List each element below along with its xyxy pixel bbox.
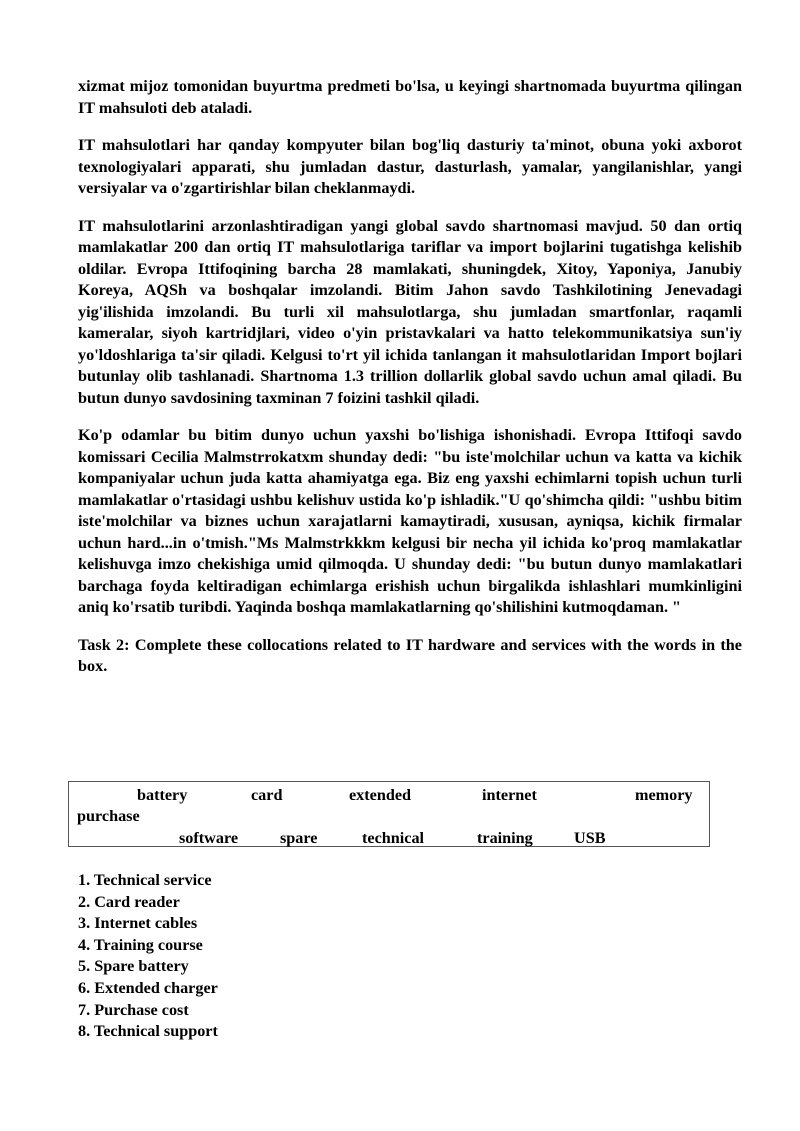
- document-body: [78, 76, 742, 678]
- box-word-battery: battery: [137, 786, 188, 804]
- box-word-extended: extended: [349, 786, 412, 804]
- box-word-software: software: [179, 829, 239, 847]
- paragraph-3: IT mahsulotlarini arzonlashtiradigan yangi global savdo shartnomasi mavjud. 50 dan ortiq mamlakatlar 200 dan ortiq IT mahsulotlariga tariflar va import bojlarini tugatishga kelishib oldilar. Evropa Ittifoqining barcha 28 mamlakati, shuningdek, Xitoy, Yaponiya, Janubiy Koreya, AQSh va boshqalar imzolandi. Bitim Jahon savdo Tashkilotining Jenevadagi yig'ilishida imzolandi. Bu turli xil mahsulotlarga, shu jumladan smartfonlar, raqamli kameralar, siyoh kartridjlari, video o'yin pristavkalari va hatto telekommunikatsiya sun'iy yo'ldoshlariga ta'sir qiladi. Kelgusi to'rt yil ichida tanlangan it mahsulotlaridan Import bojlari butunlay olib tashlanadi. Shartnoma 1.3 trillion dollarlik global savdo uchun amal qiladi. Bu butun dunyo savdosining taxminan 7 foizini tashkil qiladi.: [78, 216, 742, 407]
- word-box: [68, 781, 710, 847]
- list-item: 2. Card reader: [78, 892, 180, 911]
- list-item: 7. Purchase cost: [78, 1000, 189, 1019]
- box-word-internet: internet: [482, 786, 537, 804]
- list-item: 1. Technical service: [78, 871, 212, 889]
- paragraph-1: xizmat mijoz tomonidan buyurtma predmeti bo'lsa, u keyingi shartnomada buyurtma qilingan IT mahsuloti deb ataladi.: [78, 77, 742, 117]
- task-2-heading: Task 2: Complete these collocations related to IT hardware and services with the words in the box.: [78, 635, 742, 675]
- answer-list: [78, 870, 218, 1043]
- paragraph-4: Ko'p odamlar bu bitim dunyo uchun yaxshi bo'lishiga ishonishadi. Evropa Ittifoqi savdo komissari Cecilia Malmstrrokatxm shunday dedi: "bu iste'molchilar uchun va katta va kichik kompaniyalar uchun juda katta ahamiyatga ega. Biz eng yaxshi echimlarni topish uchun turli mamlakatlar o'rtasidagi ushbu kelishuv ustida ko'p ishladik."U qo'shimcha qildi: "ushbu bitim iste'molchilar va biznes uchun xarajatlarni kamaytiradi, xususan, ayniqsa, kichik firmalar uchun hard...in o'tmish."Ms Malmstrkkkm kelgusi bir necha yil ichida ko'proq mamlakatlar kelishuvga imzo chekishiga umid qilmoqda. U shunday dedi: "bu butun dunyo mamlakatlari barchaga foyda keltiradigan echimlarga erishish uchun birgalikda ishlashlari mumkinligini aniq ko'rsatib turibdi. Yaqinda boshqa mamlakatlarning qo'shilishini kutmoqdaman. ": [78, 426, 742, 616]
- list-item: 6. Extended charger: [78, 978, 218, 997]
- box-word-usb: USB: [574, 829, 606, 847]
- box-word-card: card: [251, 786, 283, 804]
- box-word-spare: spare: [280, 829, 318, 847]
- list-item: 4. Training course: [78, 935, 203, 954]
- box-word-memory: memory: [635, 786, 693, 804]
- box-word-training: training: [477, 829, 533, 847]
- paragraph-2: IT mahsulotlari har qanday kompyuter bilan bog'liq dasturiy ta'minot, obuna yoki axborot texnologiyalari apparati, shu jumladan dastur, dasturlash, yamalar, yangilanishlar, yangi versiyalar va o'zgartirishlar bilan cheklanmaydi.: [78, 136, 742, 197]
- box-word-technical: technical: [362, 829, 425, 847]
- list-item: 8. Technical support: [78, 1022, 218, 1041]
- box-word-purchase: purchase: [77, 807, 140, 825]
- list-item: 5. Spare battery: [78, 957, 189, 976]
- list-item: 3. Internet cables: [78, 914, 198, 933]
